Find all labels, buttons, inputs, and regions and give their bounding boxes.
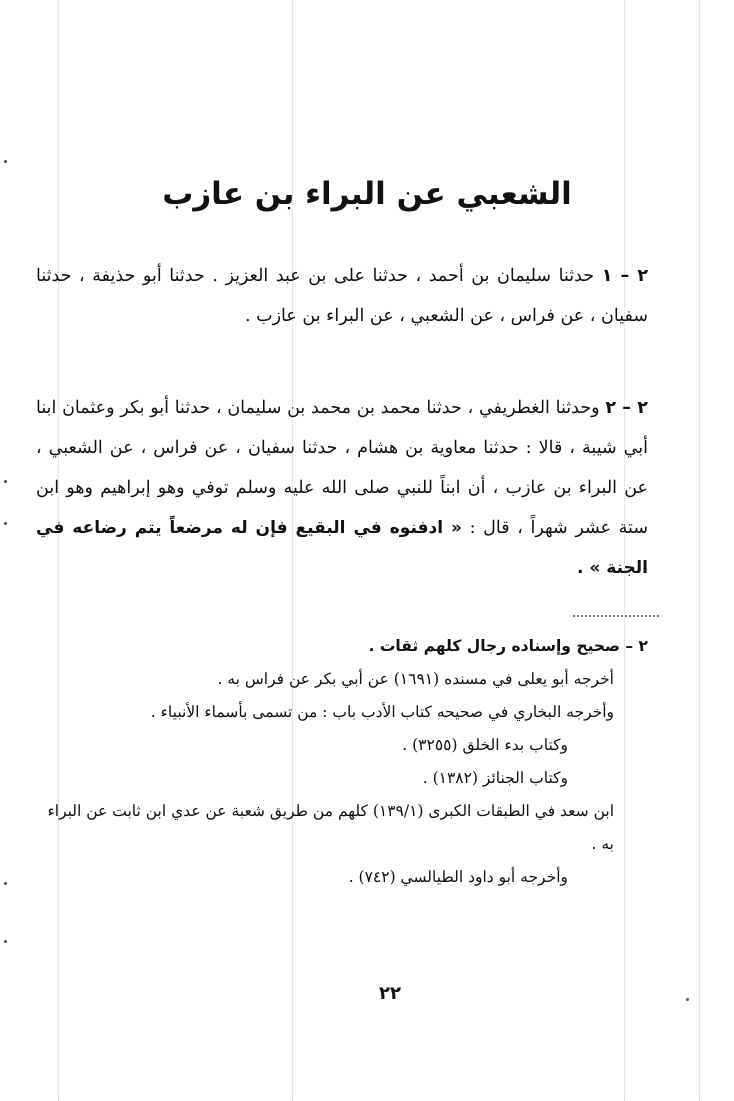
hadith-1-number: ٢ – ١ (601, 266, 648, 286)
scan-speck (4, 940, 7, 943)
chapter-title: الشعبي عن البراء بن عازب (162, 176, 572, 212)
scan-speck (4, 160, 7, 163)
scan-speck (4, 522, 7, 525)
footnote-grade: ٢ – صحيح وإسناده رجال كلهم ثقات . (368, 637, 648, 655)
scan-speck (4, 480, 7, 483)
footnote-line: وأخرجه البخاري في صحيحه كتاب الأدب باب : من تسمى بأسماء الأنبياء . (150, 703, 614, 721)
footnote-line: وكتاب الجنائز (١٣٨٢) . (422, 769, 568, 787)
footnote-separator (573, 615, 659, 617)
page-number: ٢٢ (379, 983, 401, 1004)
footnote-line: ابن سعد في الطبقات الكبرى (١٣٩/١) كلهم من طريق شعبة عن عدي ابن ثابت عن البراء به . (47, 802, 614, 853)
scan-line (699, 0, 700, 1101)
footnote-line: وأخرجه أبو داود الطيالسي (٧٤٢) . (348, 868, 568, 886)
footnotes (36, 630, 648, 894)
hadith-2-quote: « ادفنوه في البقيع فإن له مرضعاً يتم رضاعه في الجنة » . (36, 518, 648, 578)
footnote-line: أخرجه أبو يعلى في مسنده (١٦٩١) عن أبي بكر عن فراس به . (217, 670, 614, 688)
hadith-2-text: وحدثنا الغطريفي ، حدثنا محمد بن محمد بن سليمان ، حدثنا أبو بكر وعثمان ابنا أبي شيبة ، قالا : حدثنا معاوية بن هشام ، حدثنا سفيان ، عن فراس ، عن الشعبي ، عن البراء بن عازب ، أن ابناً للنبي صلى الله عليه وسلم توفي وهو إبراهيم وهو ابن ستة عشر شهراً ، قال : (36, 398, 648, 538)
scan-speck (686, 998, 689, 1001)
hadith-2-number: ٢ – ٢ (605, 398, 648, 418)
hadith-2 (36, 388, 648, 588)
hadith-1-text: حدثنا سليمان بن أحمد ، حدثنا على بن عبد العزيز . حدثنا أبو حذيفة ، حدثنا سفيان ، عن فراس ، عن الشعبي ، عن البراء بن عازب . (36, 266, 648, 326)
footnote-line: وكتاب بدء الخلق (٣٢٥٥) . (402, 736, 568, 754)
scan-speck (4, 882, 7, 885)
hadith-1 (36, 256, 648, 336)
